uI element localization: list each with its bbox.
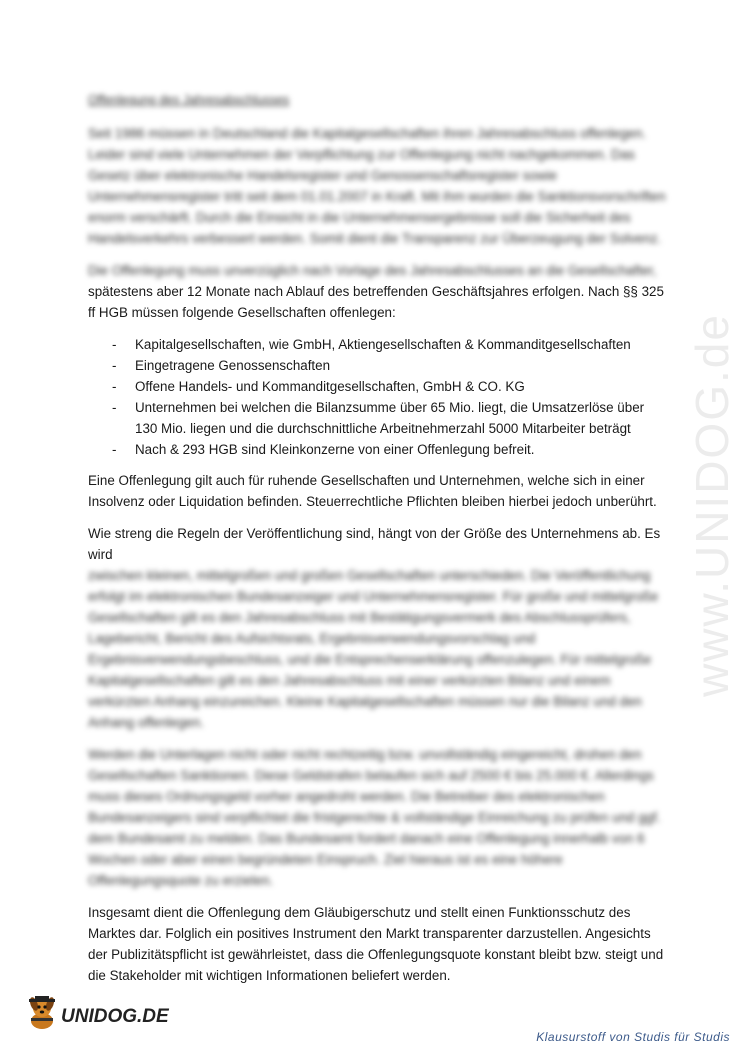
document-title: Offenlegung des Jahresabschlusses — [88, 93, 290, 107]
paragraph-sanctions: Werden die Unterlagen nicht oder nicht rechtzeitig bzw. unvollständig eingereicht, drohen den Gesellschaften Sanktionen. Diese Geldstrafen belaufen sich auf 2500 € bis 25.000 €. Allerdings muss dieses Ordnungsgeld vorher angedroht werden. Die Betreiber des elektronischen Bundesanzeigers sind verpflichtet die fristgerechte & vollständige Einreichung zu prüfen und ggf. dem Bundesamt zu melden. Das Bundesamt fordert danach eine Offenlegung innerhalb von 6 Wochen oder aber einen begründeten Einspruch. Ziel hieraus ist es eine höhere Offenlegungsquote zu erzielen. — [88, 747, 661, 888]
watermark-text: www.UNIDOG.de — [686, 313, 739, 697]
list-item: - Offene Handels- und Kommanditgesellschaften, GmbH & CO. KG — [112, 379, 525, 394]
watermark — [682, 275, 742, 735]
list-item: - Unternehmen bei welchen die Bilanzsumme über 65 Mio. liegt, die Umsatzerlöse über 130 Mio. liegen und die durchschnittliche Arbeitnehmerzahl 5000 Mitarbeiter beträgt — [112, 400, 645, 436]
paragraph-deadline-text: spätestens aber 12 Monate nach Ablauf des betreffenden Geschäftsjahres erfolgen. Nach §§ 325 ff HGB müssen folgende Gesellschaften offenlegen: — [88, 284, 664, 320]
unidog-logo — [25, 990, 169, 1030]
paragraph-size-rules-text: Wie streng die Regeln der Veröffentlichung sind, hängt von der Größe des Unternehmens ab. Es wird — [88, 526, 661, 562]
company-list — [88, 334, 668, 460]
paragraph-size-rules-blurred: zwischen kleinen, mittelgroßen und großen Gesellschaften unterschieden. Die Veröffentlichung erfolgt im elektronischen Bundesanzeiger und Unternehmensregister. Für große und mittelgroße Gesellschaften gilt es den Jahresabschluss mit Bestätigungsvermerk des Abschlussprüfers, Lagebericht, Bericht des Aufsichtsrats, Ergebnisverwendungsvorschlag und Ergebnisverwendungsbeschluss, und die Entsprechenserklärung offenzulegen. Für mittelgroße Kapitalgesellschaften gilt es den Jahresabschluss mit einer verkürzten Bilanz und einem verkürzten Anhang einzureichen. Kleine Kapitalgesellschaften müssen nur die Bilanz und den Anhang offenlegen. — [88, 568, 659, 730]
dog-mascot-icon — [25, 994, 59, 1030]
list-item: - Eingetragene Genossenschaften — [112, 358, 331, 373]
paragraph-conclusion: Insgesamt dient die Offenlegung dem Gläubigerschutz und stellt einen Funktionsschutz des Marktes dar. Folglich ein positives Instrument den Markt transparenter darzustellen. Angesichts der Publizitätspflicht ist gewährleistet, dass die Offenlegungsquote konstant bleibt bzw. steigt und die Stakeholder mit wichtigen Informationen beliefert werden. — [88, 905, 664, 983]
list-item: - Nach & 293 HGB sind Kleinkonzerne von einer Offenlegung befreit. — [112, 442, 535, 457]
footer-tagline: Klausurstoff von Studis für Studis — [536, 1030, 730, 1044]
paragraph-size-rules — [88, 523, 668, 733]
paragraph-intro: Seit 1986 müssen in Deutschland die Kapitalgesellschaften ihren Jahresabschluss offenlegen. Leider sind viele Unternehmen der Verpflichtung zur Offenlegung nicht nachgekommen. Das Gesetz über elektronische Handelsregister und Genossenschaftsregister sowie Unternehmensregister tritt seit dem 01.01.2007 in Kraft. Mit ihm wurden die Sanktionsvorschriften enorm verschärft. Durch die Einsicht in die Unternehmensergebnisse soll die Sicherheit des Handelsverkehrs verbessert werden. Somit dient die Transparenz zur Überzeugung der Solvenz. — [88, 126, 666, 246]
logo-text: UNIDOG.DE — [61, 1006, 169, 1027]
paragraph-insolvency: Eine Offenlegung gilt auch für ruhende Gesellschaften und Unternehmen, welche sich in einer Insolvenz oder Liquidation befinden. Steuerrechtliche Pflichten bleiben hierbei jedoch unberührt. — [88, 473, 657, 509]
paragraph-deadline-blurred: Die Offenlegung muss unverzüglich nach Vorlage des Jahresabschlusses an die Gesellschafter, — [88, 263, 657, 278]
paragraph-deadline — [88, 260, 668, 323]
list-item: - Kapitalgesellschaften, wie GmbH, Aktiengesellschaften & Kommanditgesellschaften — [112, 337, 631, 352]
document-body — [88, 90, 668, 997]
